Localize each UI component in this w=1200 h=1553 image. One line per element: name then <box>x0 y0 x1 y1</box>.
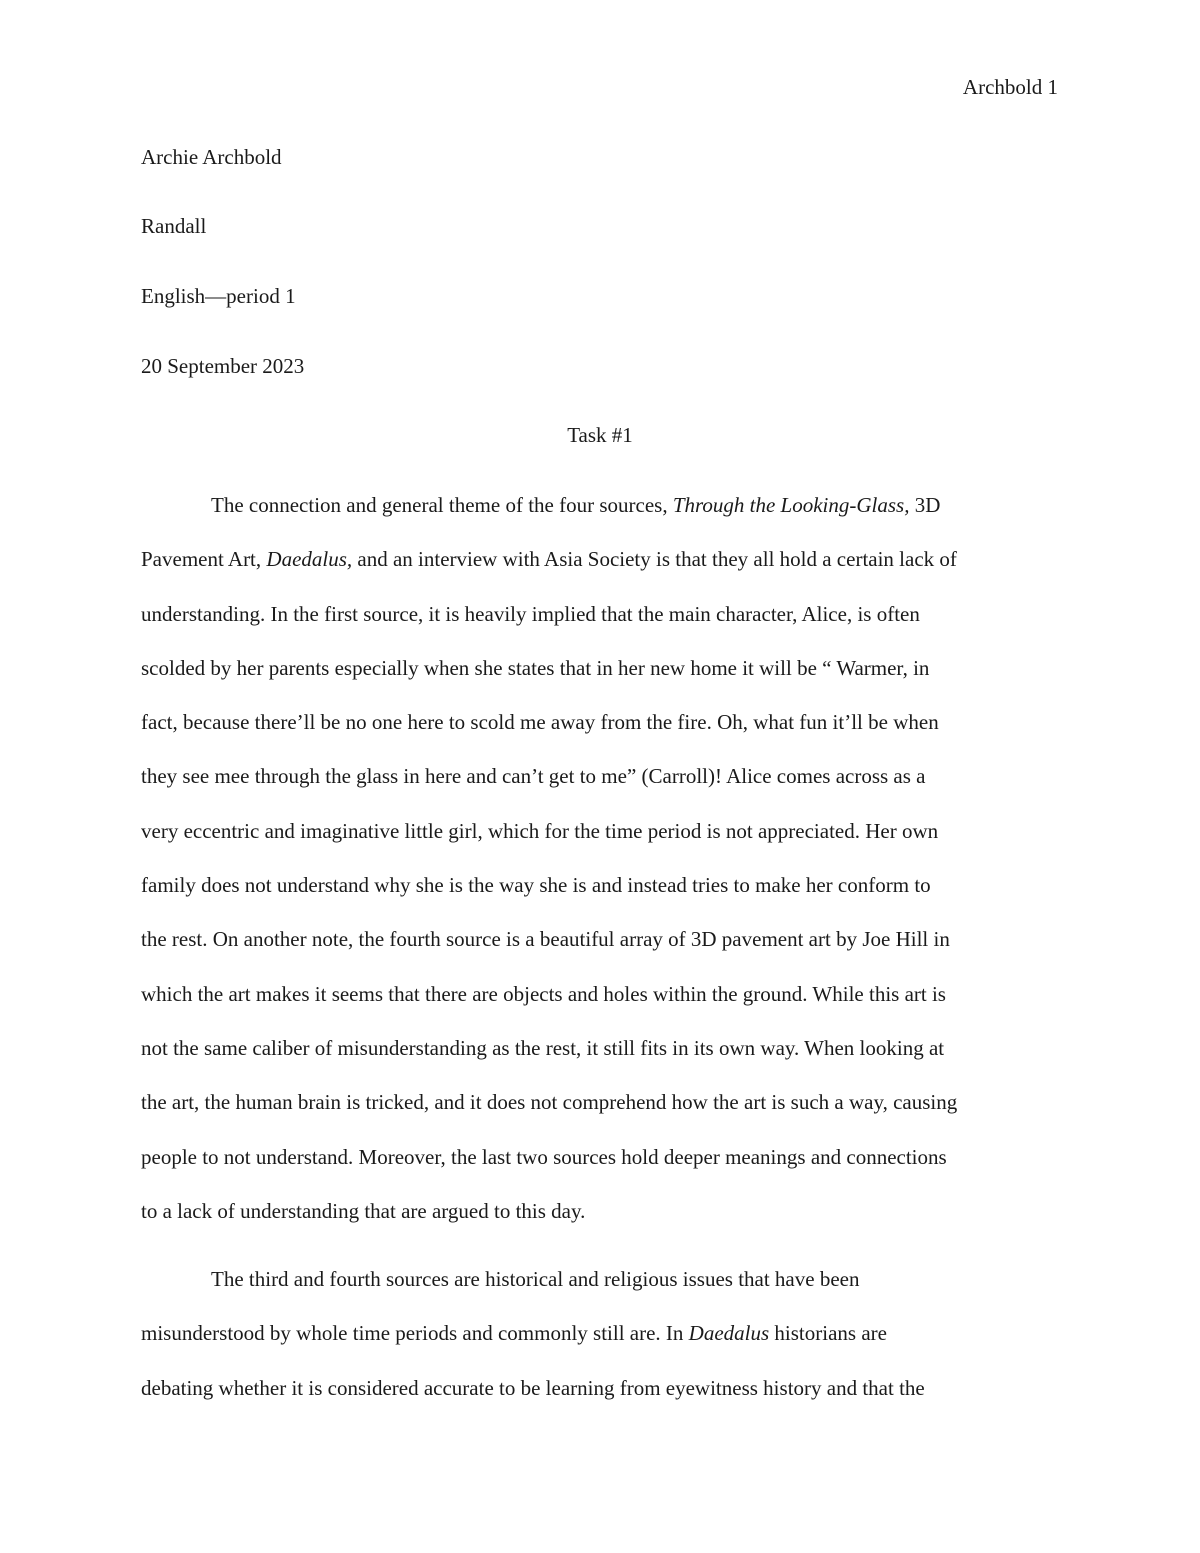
book-title: Through the Looking-Glass, <box>672 493 910 517</box>
paragraph-line: scolded by her parents especially when she states that in her new home it will be “ Warmer, in <box>141 655 930 680</box>
paragraph-line: family does not understand why she is the way she is and instead tries to make her conform to <box>141 873 931 898</box>
paragraph-line: fact, because there’ll be no one here to scold me away from the fire. Oh, what fun it’ll be when <box>141 710 939 735</box>
paragraph-line: they see mee through the glass in here and can’t get to me” (Carroll)! Alice comes across as a <box>141 764 926 789</box>
paragraph-1 <box>141 491 1061 1251</box>
source-title: Daedalus <box>688 1321 770 1346</box>
course-name: English—period 1 <box>141 284 296 308</box>
paragraph-line: very eccentric and imaginative little girl, which for the time period is not appreciated. Her own <box>141 818 939 843</box>
paragraph-line: which the art makes it seems that there are objects and holes within the ground. While this art is <box>141 981 946 1006</box>
essay-date: 20 September 2023 <box>141 354 305 378</box>
teacher-name: Randall <box>141 214 207 238</box>
paragraph-line: The connection and general theme of the four sources, Through the Looking-Glass, 3D <box>211 493 941 517</box>
paragraph-line: people to not understand. Moreover, the last two sources hold deeper meanings and connections <box>141 1144 947 1169</box>
source-title: Daedalus, <box>266 547 353 572</box>
paragraph-line: to a lack of understanding that are argued to this day. <box>141 1198 586 1223</box>
student-name: Archie Archbold <box>141 145 282 169</box>
paragraph-line: The third and fourth sources are historical and religious issues that have been <box>211 1267 860 1291</box>
essay-title: Task #1 <box>567 423 633 447</box>
paragraph-line: the art, the human brain is tricked, and it does not comprehend how the art is such a way, causing <box>141 1090 958 1115</box>
paragraph-line: understanding. In the first source, it is heavily implied that the main character, Alice, is often <box>141 601 920 626</box>
paragraph-line: debating whether it is considered accurate to be learning from eyewitness history and that the <box>141 1375 925 1400</box>
paragraph-line: the rest. On another note, the fourth source is a beautiful array of 3D pavement art by Joe Hill in <box>141 927 950 952</box>
paragraph-line: misunderstood by whole time periods and commonly still are. In Daedalus historians are <box>141 1321 887 1346</box>
paragraph-line: not the same caliber of misunderstanding as the rest, it still fits in its own way. When looking at <box>141 1035 945 1060</box>
running-head: Archbold 1 <box>962 75 1058 99</box>
paragraph-line: Pavement Art, Daedalus, and an interview with Asia Society is that they all hold a certain lack of <box>141 547 957 572</box>
paragraph-2 <box>141 1265 1061 1428</box>
